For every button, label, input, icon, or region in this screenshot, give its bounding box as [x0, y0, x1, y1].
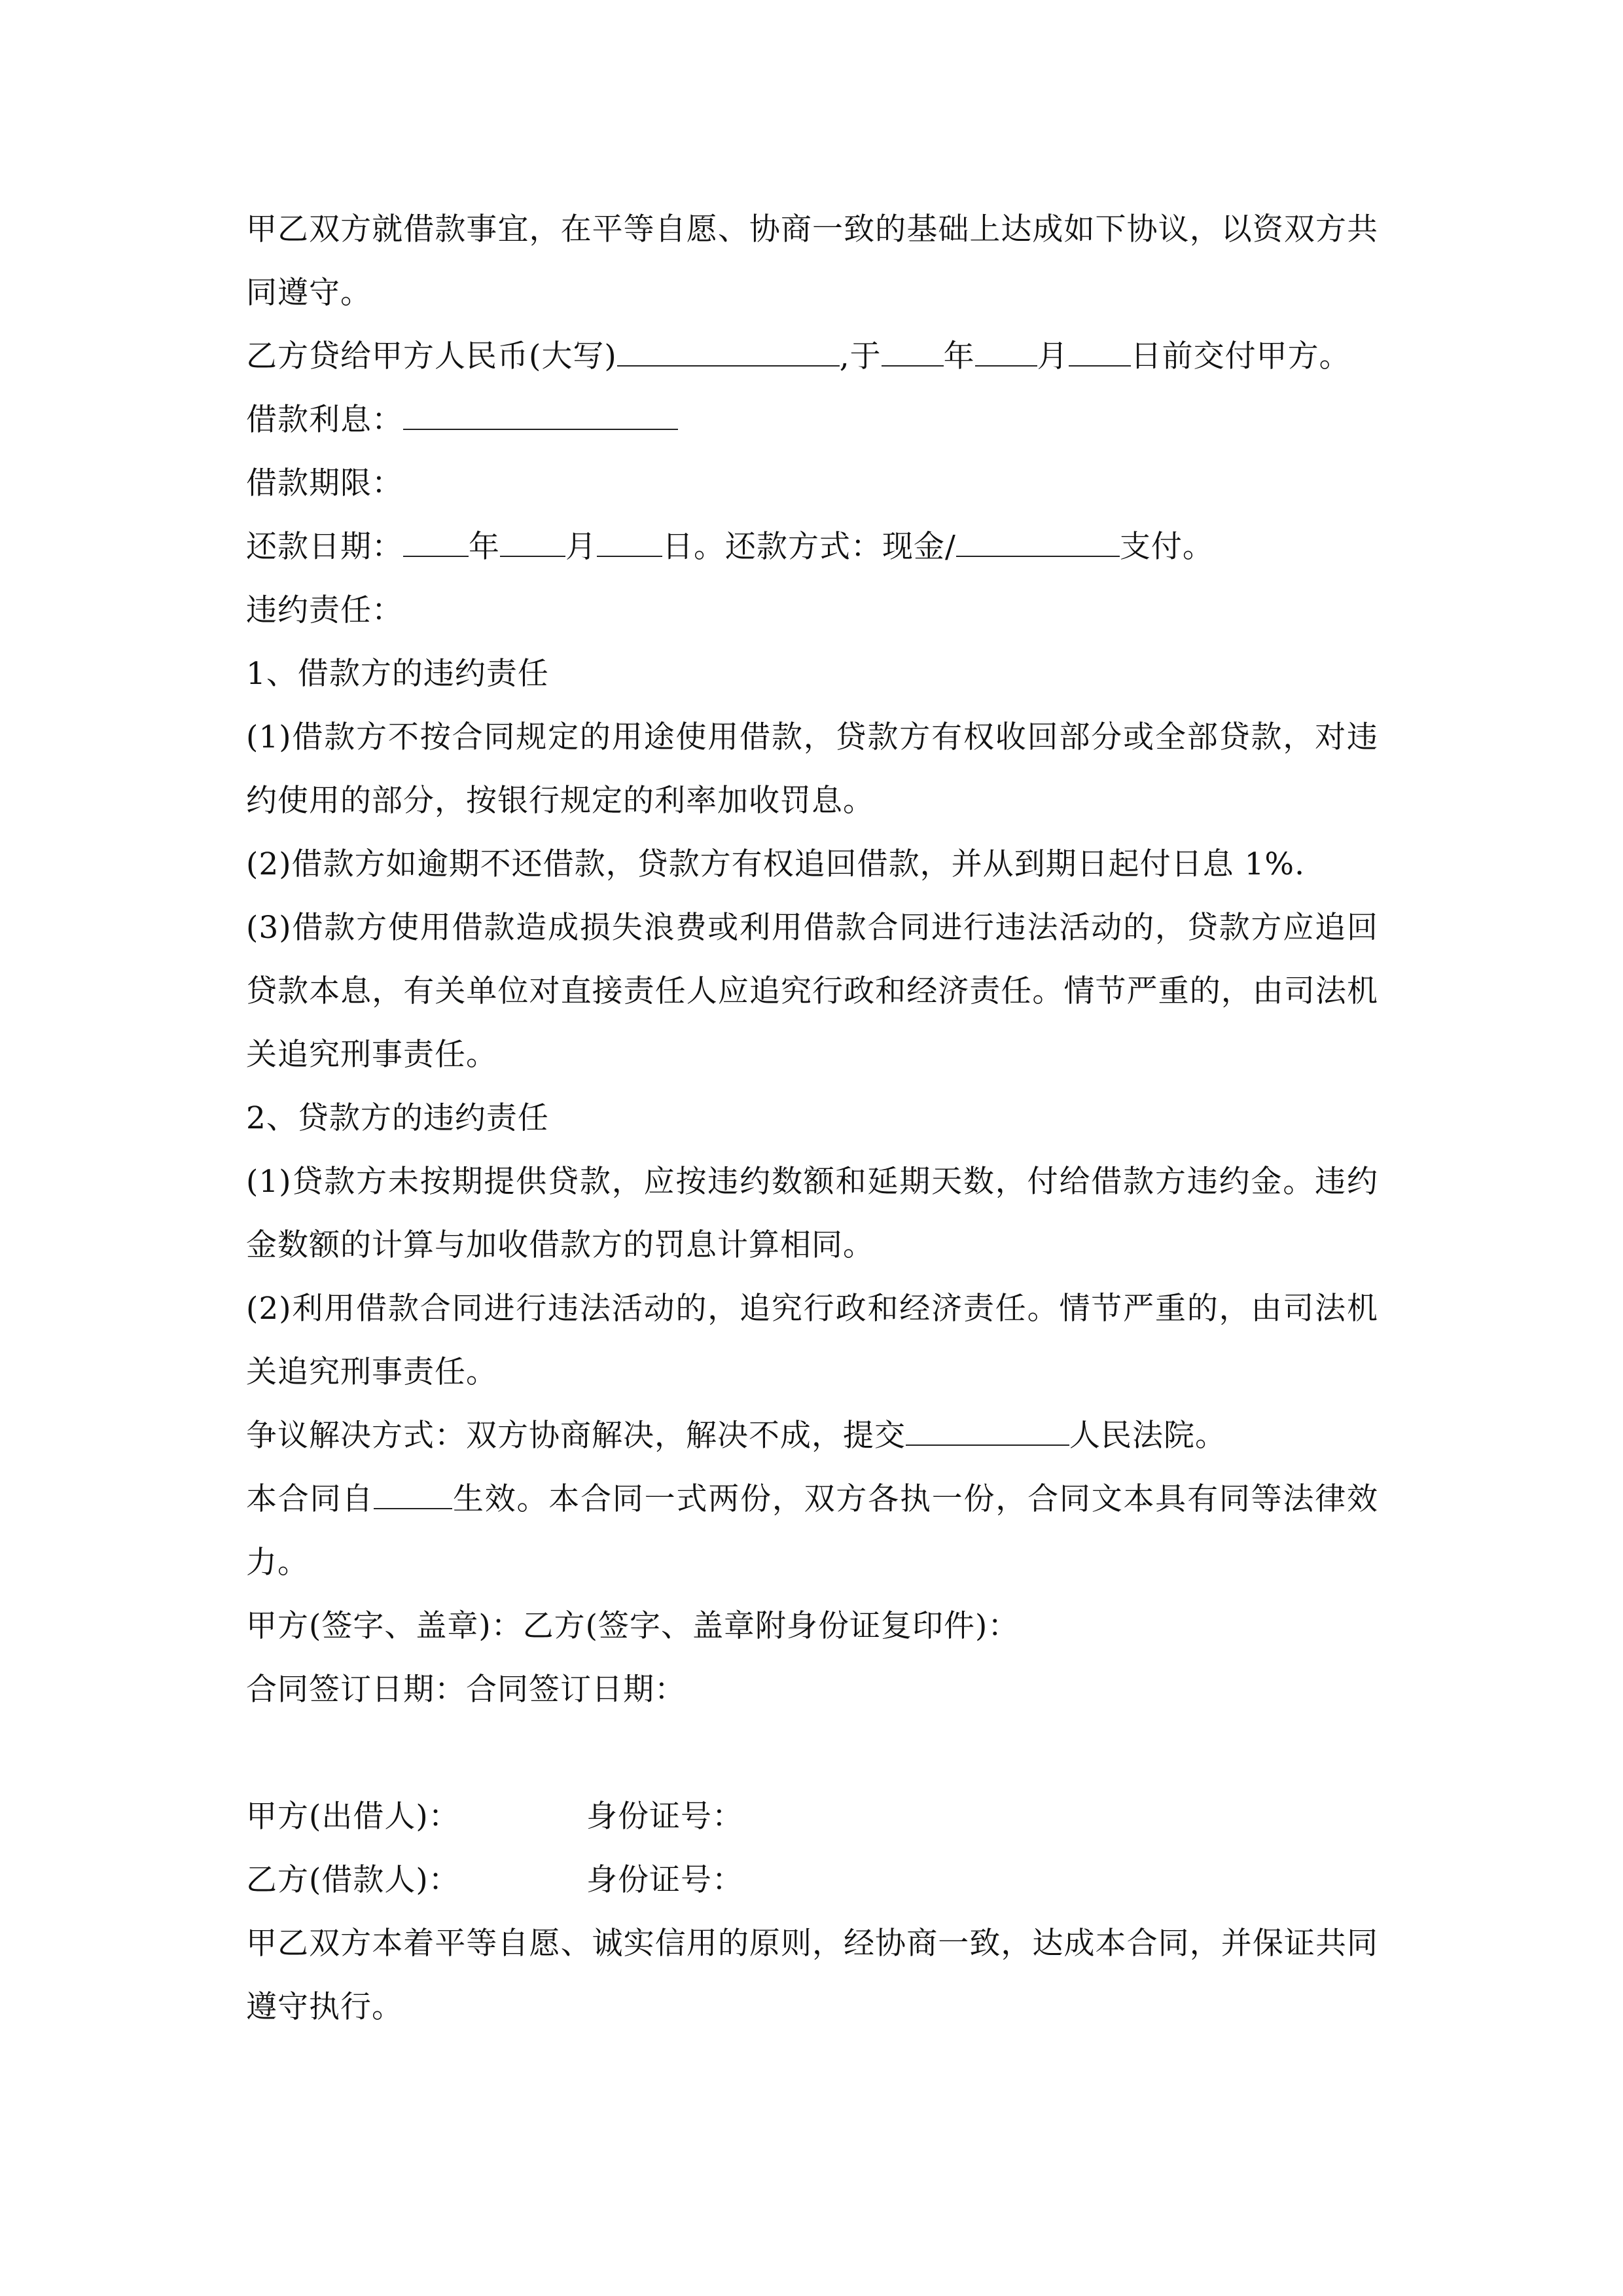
interest-line — [246, 388, 1378, 452]
lender-item-2: (2)利用借款合同进行违法活动的，追究行政和经济责任。情节严重的，由司法机关追究刑事责任。 — [246, 1291, 1378, 1390]
effective-date-blank[interactable] — [374, 1482, 452, 1509]
party-a-id-label: 身份证号： — [586, 1799, 743, 1835]
loan-suffix: 日前交付甲方。 — [1130, 338, 1351, 374]
court-blank[interactable] — [906, 1418, 1069, 1446]
intro-paragraph: 甲乙双方就借款事宜，在平等自愿、协商一致的基础上达成如下协议，以资双方共同遵守。 — [246, 211, 1378, 311]
repayment-line — [246, 515, 1378, 579]
borrower-item-1: (1)借款方不按合同规定的用途使用借款，贷款方有权收回部分或全部贷款，对违约使用的部分，按银行规定的利率加收罚息。 — [246, 719, 1378, 819]
borrower-item-2: (2)借款方如逾期不还借款，贷款方有权追回借款，并从到期日起付日息 1%. — [246, 846, 1306, 882]
repay-month-label: 月 — [565, 529, 597, 565]
dispute-prefix: 争议解决方式：双方协商解决，解决不成，提交 — [246, 1418, 906, 1454]
party-b-id-label: 身份证号： — [586, 1862, 743, 1898]
party-b-label: 乙方(借款人)： — [246, 1862, 460, 1898]
party-a-line — [246, 1785, 1378, 1848]
loan-prefix: 乙方贷给甲方人民币(大写) — [246, 338, 617, 374]
dispute-suffix: 人民法院。 — [1069, 1418, 1226, 1454]
repay-month-blank[interactable] — [500, 529, 565, 557]
loan-mid: ,于 — [839, 338, 882, 374]
repay-day-method: 日。还款方式：现金/ — [662, 529, 956, 565]
loan-month-blank[interactable] — [975, 339, 1037, 367]
party-a-label: 甲方(出借人)： — [246, 1799, 460, 1835]
repay-method-blank[interactable] — [956, 529, 1120, 557]
repay-day-blank[interactable] — [597, 529, 662, 557]
loan-amount-line — [246, 325, 1378, 388]
party-b-line — [246, 1848, 1378, 1912]
repay-prefix: 还款日期： — [246, 529, 403, 565]
lender-item-1: (1)贷款方未按期提供贷款，应按违约数额和延期天数，付给借款方违约金。违约金数额的计算与加收借款方的罚息计算相同。 — [246, 1164, 1378, 1263]
loan-month-label: 月 — [1037, 338, 1069, 374]
effect-prefix: 本合同自 — [246, 1481, 374, 1517]
borrower-item-3: (3)借款方使用借款造成损失浪费或利用借款合同进行违法活动的，贷款方应追回贷款本息，有关单位对直接责任人应追究行政和经济责任。情节严重的，由司法机关追究刑事责任。 — [246, 910, 1378, 1073]
section-spacer — [246, 1721, 1378, 1785]
liability-heading: 违约责任： — [246, 592, 403, 628]
borrower-liability-title: 1、借款方的违约责任 — [246, 656, 549, 692]
signature-line: 甲方(签字、盖章)：乙方(签字、盖章附身份证复印件)： — [246, 1608, 1020, 1644]
effect-suffix: 生效。本合同一式两份，双方各执一份，合同文本具有同等法律效力。 — [246, 1481, 1379, 1581]
lender-liability-title: 2、贷款方的违约责任 — [246, 1100, 549, 1136]
loan-year-blank[interactable] — [882, 339, 944, 367]
effect-paragraph — [246, 1467, 1378, 1594]
repay-suffix: 支付。 — [1119, 529, 1214, 565]
repay-year-blank[interactable] — [403, 529, 469, 557]
signing-date-line: 合同签订日期：合同签订日期： — [246, 1672, 686, 1708]
interest-blank[interactable] — [403, 403, 678, 430]
dispute-line — [246, 1404, 1378, 1467]
term-line: 借款期限： — [246, 465, 403, 501]
repay-year-label: 年 — [469, 529, 500, 565]
loan-amount-blank[interactable] — [617, 339, 840, 367]
interest-label: 借款利息： — [246, 402, 403, 438]
loan-year-label: 年 — [943, 338, 975, 374]
loan-day-blank[interactable] — [1069, 339, 1131, 367]
contract-body — [246, 198, 1378, 2039]
closing-paragraph: 甲乙双方本着平等自愿、诚实信用的原则，经协商一致，达成本合同，并保证共同遵守执行。 — [246, 1926, 1378, 2025]
